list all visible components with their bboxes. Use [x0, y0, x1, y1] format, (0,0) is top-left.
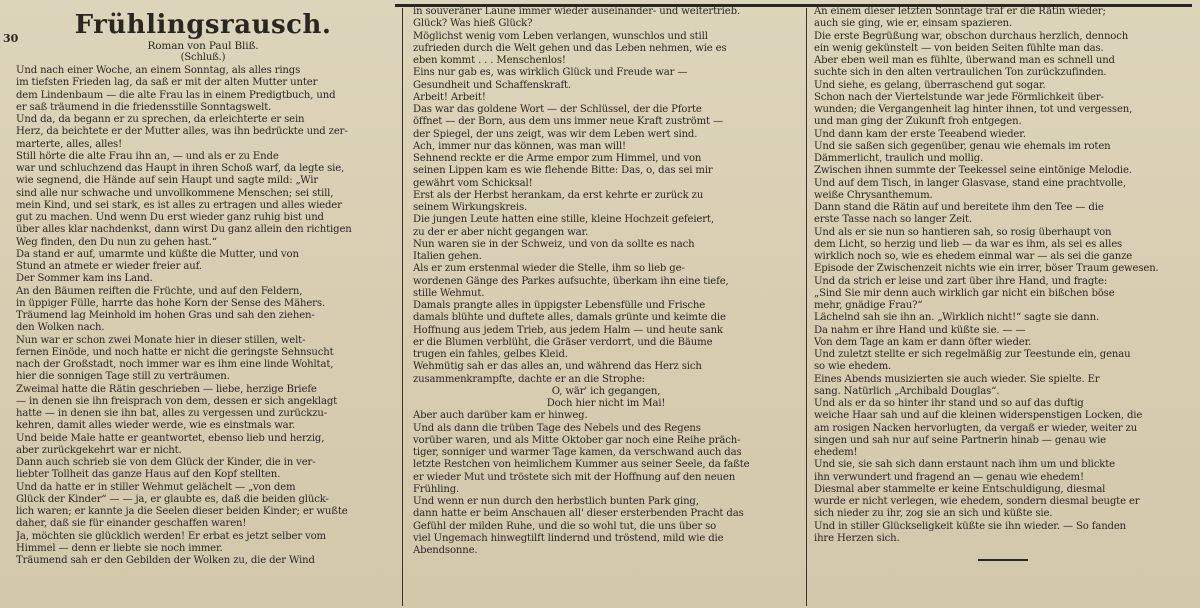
text-line: der Spiegel, der uns zeigt, was wir dem Leben wert sind.	[413, 128, 698, 140]
text-line: Und in stiller Glückseligkeit küßte sie ihn wieder. — So fanden	[814, 520, 1127, 532]
column-text	[413, 6, 799, 557]
text-line: Träumend sah er den Gebilden der Wolken zu, die der Wind	[16, 555, 315, 566]
text-line: fernen Einöde, und noch hatte er nicht die geringste Sehnsucht	[16, 346, 334, 358]
text-line: Ja, möchten sie glücklich werden! Er erbat es jetzt selber vom	[16, 530, 326, 542]
text-line: er die Blumen verblüht, die Gräser verdorrt, und die Bäume	[413, 336, 713, 348]
text-line: mehr, gnädige Frau?“	[814, 300, 923, 311]
text-line: Doch hier nicht im Mai!	[546, 398, 666, 409]
text-line: Und dann kam der erste Teeabend wieder.	[814, 128, 1026, 140]
text-line: nach der Großstadt, noch immer war es ihm eine linde Wohltat,	[16, 359, 334, 370]
text-line: wie segnend, die Hände auf sein Haupt und sagte mild: „Wir	[16, 175, 319, 187]
text-line: Dann auch schrieb sie von dem Glück der Kinder, die in ver-	[16, 457, 316, 468]
text-line: liebter Tollheit das ganze Haus auf den Kopf stellten.	[16, 469, 281, 481]
text-line: An den Bäumen reiften die Früchte, und auf den Feldern,	[16, 285, 303, 297]
column-3	[814, 6, 1192, 561]
text-line: Und sie, sie sah sich dann erstaunt nach ihm um und blickte	[814, 459, 1115, 471]
column-text	[814, 6, 1192, 545]
text-line: am rosigen Nacken hervorlugten, da vergaß er wieder, weiter zu	[814, 422, 1138, 434]
text-line: wordenen Gänge des Parkes aufsuchte, überkam ihn eine tiefe,	[413, 275, 729, 287]
text-line: Frühling.	[413, 483, 460, 495]
text-line: Himmel — denn er liebte sie noch immer.	[16, 542, 223, 554]
text-line: Zweimal hatte die Rätin geschrieben — liebe, herzige Briefe	[16, 383, 317, 395]
text-line: Und als er da so hinter ihr stand und so auf das duftig	[814, 398, 1084, 409]
text-line: Still hörte die alte Frau ihn an, — und als er zu Ende	[16, 150, 279, 162]
text-line: wurde er nicht verlegen, wie ehedem, sondern diesmal beugte er	[814, 496, 1140, 507]
column-divider	[806, 8, 807, 606]
text-line: Dämmerlicht, traulich und mollig.	[814, 153, 984, 164]
text-line: Wehmütig sah er das alles an, und während das Herz sich	[413, 361, 702, 373]
text-line: sich nieder zu ihr, zog sie an sich und küßte sie.	[814, 508, 1053, 520]
text-line: zusammenkrampfte, dachte er an die Strophe:	[413, 373, 646, 385]
text-line: Arbeit! Arbeit!	[413, 91, 486, 103]
text-line: Schon nach der Viertelstunde war jede Förmlichkeit über-	[814, 91, 1104, 103]
text-line: zufrieden durch die Welt gehen und das Leben nehmen, wie es	[413, 42, 727, 54]
text-line: wunden; die Vergangenheit lag hinter ihnen, tot und vergessen,	[814, 104, 1133, 115]
text-line: Glück der Kinder“ — — ja, er glaubte es, daß die beiden glück-	[16, 493, 329, 505]
text-line: seinem Wirkungskreis.	[413, 202, 528, 213]
text-line: Nun war er schon zwei Monate hier in dieser stillen, welt-	[16, 334, 306, 346]
text-line: gut zu machen. Und wenn Du erst wieder ganz ruhig bist und	[16, 212, 324, 223]
text-line: Von dem Tage an kam er dann öfter wieder.	[814, 336, 1032, 348]
text-line: Aber auch darüber kam er hinweg.	[413, 410, 588, 422]
text-line: im tiefsten Frieden lag, da saß er mit der alten Mutter unter	[16, 77, 318, 89]
text-line: Stund an atmete er wieder freier auf.	[16, 261, 202, 272]
text-line: Lächelnd sah sie ihn an. „Wirklich nicht!“ sagte sie dann.	[814, 312, 1100, 324]
text-line: lich waren; er kannte ja die Seelen dieser beiden Kinder; er wußte	[16, 506, 348, 517]
text-line: Der Sommer kam ins Land.	[16, 273, 153, 285]
text-line: Hoffnung aus jedem Trieb, aus jedem Halm — und heute sank	[413, 324, 723, 336]
text-line: hatte — in denen sie ihn bat, alles zu vergessen und zurückzu-	[16, 408, 328, 419]
text-line: mein Kind, und sei stark, es ist alles zu ertragen und alles wieder	[16, 199, 342, 211]
text-line: Und siehe, es gelang, überraschend gut sogar.	[814, 79, 1046, 91]
text-line: und man ging der Zukunft froh entgegen.	[814, 116, 1022, 128]
text-line: Das war das goldene Wort — der Schlüssel, der die Pforte	[413, 104, 702, 115]
text-line: stille Wehmut.	[413, 287, 485, 299]
text-line: Da stand er auf, umarmte und küßte die Mutter, und von	[16, 248, 299, 260]
column-2	[413, 6, 799, 557]
text-line: wirklich noch so, wie es ehedem einmal war — als sei die ganze	[814, 251, 1133, 262]
text-line: kehren, damit alles wieder werde, wie es einstmals war.	[16, 420, 296, 432]
text-line: zu der er aber nicht gegangen war.	[413, 226, 589, 238]
text-line: war und schluchzend das Haupt in ihren Schoß warf, da legte sie,	[16, 163, 345, 174]
text-line: Gesundheit und Schaffenskraft.	[413, 79, 571, 91]
text-line: sang. Natürlich „Archibald Douglas“.	[814, 385, 1000, 397]
text-line: ihn verwundert und fragend an — genau wie ehedem!	[814, 471, 1084, 483]
text-line: so wie ehedem.	[814, 361, 892, 373]
text-line: in üppiger Fülle, harrte das hohe Korn der Sense des Mähers.	[16, 297, 325, 309]
text-line: auch sie ging, wie er, einsam spazieren.	[814, 18, 1013, 30]
text-line: marterte, alles, alles!	[16, 138, 122, 150]
text-line: Glück? Was hieß Glück?	[413, 18, 533, 30]
text-line: An einem dieser letzten Sonntage traf er die Rätin wieder;	[814, 6, 1106, 17]
text-line: dem Lindenbaum — die alte Frau las in einem Predigtbuch, und	[16, 89, 336, 101]
column-divider	[402, 8, 403, 606]
text-line: Ach, immer nur das können, was man will!	[413, 140, 626, 152]
text-line: über alles klar nachdenkst, dann wirst Du ganz allein den richtigen	[16, 224, 352, 236]
text-line: damals blühte und duftete alles, damals grünte und keimte die	[413, 312, 726, 324]
text-line: Und sie saßen sich gegenüber, genau wie ehemals im roten	[814, 140, 1111, 152]
text-line: Abendsonne.	[413, 545, 478, 556]
text-line: Zwischen ihnen summte der Teekessel seine eintönige Melodie.	[814, 165, 1132, 177]
text-line: eben kommt . . . Menschenlos!	[413, 55, 566, 66]
text-line: Erst als der Herbst herankam, da erst kehrte er zurück zu	[413, 189, 704, 201]
column-1	[16, 10, 390, 567]
text-line: Und da, da begann er zu sprechen, da erleichterte er sein	[16, 114, 305, 125]
text-line: — in denen sie ihn freisprach von dem, dessen er sich angeklagt	[16, 395, 338, 407]
end-rule	[978, 559, 1028, 561]
text-line: Sehnend reckte er die Arme empor zum Himmel, und von	[413, 153, 702, 164]
text-line: Und da strich er leise und zart über ihre Hand, und fragte:	[814, 275, 1108, 287]
column-text	[16, 65, 390, 567]
text-line: viel Ungemach hinwegtilft lindernd und tröstend, mild wie die	[413, 532, 724, 544]
text-line: Italien gehen.	[413, 251, 482, 262]
text-line: sind alle nur schwache und unvollkommene Menschen; sei still,	[16, 187, 334, 199]
text-line: Und als er sie nun so hantieren sah, so rosig überhaupt von	[814, 226, 1112, 238]
text-line: „Sind Sie mir denn auch wirklich gar nicht ein bißchen böse	[814, 287, 1115, 299]
text-line: Eins nur gab es, was wirklich Glück und Freude war —	[413, 67, 688, 79]
text-line: trugen ein fahles, gelbes Kleid.	[413, 349, 568, 360]
text-line: Eines Abends musizierten sie auch wieder. Sie spielte. Er	[814, 373, 1100, 385]
text-line: in souveräner Laune immer wieder auseinander- und weitertrieb.	[413, 6, 740, 17]
text-line: er saß träumend in die friedensstille Sonntagswelt.	[16, 101, 272, 113]
text-line: Träumend lag Meinhold im hohen Gras und sah den ziehen-	[16, 310, 315, 321]
text-line: Möglichst wenig vom Leben verlangen, wunschlos und still	[413, 30, 708, 42]
text-line: er wieder Mut und tröstete sich mit der Hoffnung auf den neuen	[413, 471, 736, 483]
text-line: suchte sich in den alten vertraulichen Ton zurückzufinden.	[814, 67, 1107, 79]
text-line: dann hatte er beim Anschauen all' dieser ersterbenden Pracht das	[413, 508, 744, 520]
text-line: weiße Chrysanthemum.	[814, 189, 933, 201]
text-line: weiche Haar sah und auf die kleinen widerspenstigen Locken, die	[814, 410, 1143, 422]
text-line: daher, daß sie für einander geschaffen waren!	[16, 518, 247, 530]
text-line: Dann stand die Rätin auf und bereitete ihm den Tee — die	[814, 202, 1104, 213]
article-subtitle: (Schluß.)	[180, 52, 226, 63]
text-line: den Wolken nach.	[16, 322, 105, 334]
text-line: singen und sah nur auf seine Partnerin hinab — genau wie	[814, 434, 1106, 446]
text-line: Und als dann die trüben Tage des Nebels und des Regens	[413, 422, 701, 434]
text-line: Und nach einer Woche, an einem Sonntag, als alles rings	[16, 65, 301, 76]
text-line: Die jungen Leute hatten eine stille, kleine Hochzeit gefeiert,	[413, 214, 714, 226]
text-line: Gefühl der milden Ruhe, und die so wohl tut, die uns über so	[413, 520, 717, 532]
text-line: Nun waren sie in der Schweiz, und von da sollte es nach	[413, 238, 695, 250]
text-line: Und auf dem Tisch, in langer Glasvase, stand eine prachtvolle,	[814, 177, 1126, 189]
text-line: Da nahm er ihre Hand und küßte sie. — —	[814, 324, 1026, 336]
text-line: tiger, sonniger und warmer Tage kamen, da verschwand auch das	[413, 447, 742, 458]
text-line: Die erste Begrüßung war, obschon durchaus herzlich, dennoch	[814, 30, 1129, 42]
text-line: vorüber waren, und als Mitte Oktober gar noch eine Reihe präch-	[413, 434, 741, 446]
text-line: aber zurückgekehrt war er nicht.	[16, 444, 182, 456]
text-line: Aber eben weil man es fühlte, überwand man es schnell und	[814, 55, 1115, 66]
text-line: dem Licht, so herzig und lieb — da war es ihm, als sei es alles	[814, 238, 1123, 250]
text-line: Damals prangte alles in üppigster Lebensfülle und Frische	[413, 300, 706, 311]
text-line: hier die sonnigen Tage still zu verträumen.	[16, 371, 230, 383]
text-line: ehedem!	[814, 447, 858, 458]
text-line: gewährt vom Schicksal!	[413, 177, 533, 189]
text-line: ihre Herzen sich.	[814, 532, 900, 544]
text-line: O, wär' ich gegangen,	[551, 385, 661, 397]
article-byline: Roman von Paul Bliß.	[147, 40, 259, 52]
text-line: öffnet — der Born, aus dem uns immer neue Kraft zuströmt —	[413, 116, 723, 128]
text-line: Und da hatte er in stiller Wehmut gelächelt — „von dem	[16, 481, 296, 493]
text-line: Und beide Male hatte er geantwortet, ebenso lieb und herzig,	[16, 432, 325, 444]
text-line: letzte Restchen von heimlichem Kummer aus seiner Seele, da faßte	[413, 459, 750, 471]
text-line: Und zuletzt stellte er sich regelmäßig zur Teestunde ein, genau	[814, 349, 1131, 360]
text-line: erste Tasse nach so langer Zeit.	[814, 214, 972, 226]
article-title: Frühlingsrausch.	[74, 10, 332, 40]
text-line: seinen Lippen kam es wie flehende Bitte: Das, o, das sei mir	[413, 165, 713, 177]
text-line: Herz, da beichtete er der Mutter alles, was ihn bedrückte und zer-	[16, 126, 348, 138]
text-line: Als er zum erstenmal wieder die Stelle, ihm so lieb ge-	[413, 263, 685, 275]
page-number: 30	[3, 32, 19, 45]
text-line: ein wenig gekünstelt — von beiden Seiten fühlte man das.	[814, 42, 1104, 54]
text-line: Weg finden, den Du nun zu gehen hast.“	[16, 236, 217, 248]
text-line: Episode der Zwischenzeit nichts wie ein irrer, böser Traum gewesen.	[814, 263, 1159, 275]
text-line: Und wenn er nun durch den herbstlich bunten Park ging,	[413, 496, 699, 507]
text-line: Diesmal aber stammelte er keine Entschuldigung, diesmal	[814, 483, 1106, 495]
